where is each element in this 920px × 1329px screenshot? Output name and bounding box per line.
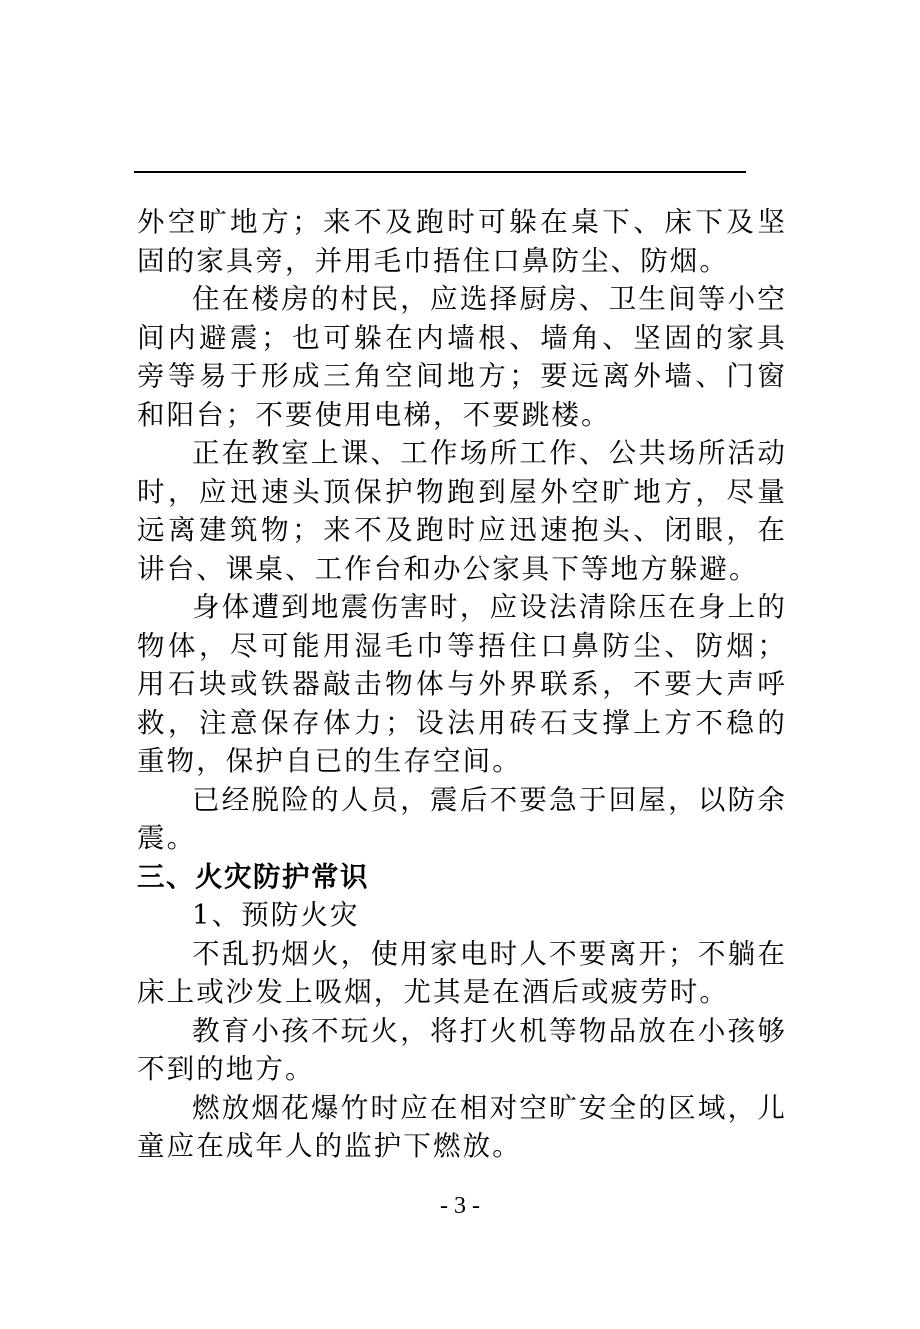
paragraph-smoking: 不乱扔烟火，使用家电时人不要离开；不躺在床上或沙发上吸烟，尤其是在酒后或疲劳时。	[137, 937, 787, 1008]
paragraph-classroom-workplace: 正在教室上课、工作场所工作、公共场所活动时，应迅速头顶保护物跑到屋外空旷地方，尽量远离建筑物；来不及跑时应迅速抱头、闭眼，在讲台、课桌、工作台和办公家具下等地方躲避。	[137, 437, 787, 585]
paragraph-fireworks: 燃放烟花爆竹时应在相对空旷安全的区域，儿童应在成年人的监护下燃放。	[137, 1091, 787, 1162]
page-number: - 3 -	[440, 1193, 480, 1219]
paragraph-escaped: 已经脱险的人员，震后不要急于回屋，以防余震。	[137, 783, 787, 854]
paragraph-children: 教育小孩不玩火，将打火机等物品放在小孩够不到的地方。	[137, 1014, 787, 1085]
paragraph-injured: 身体遭到地震伤害时，应设法清除压在身上的物体，尽可能用湿毛巾等捂住口鼻防尘、防烟；用石块或铁器敲击物体与外界联系，不要大声呼救，注意保存体力；设法用砖石支撑上方不稳的重物，保护自已的生存空间。	[137, 591, 787, 777]
section-heading-fire: 三、火灾防护常识	[137, 860, 369, 893]
paragraph-continuation: 外空旷地方；来不及跑时可躲在桌下、床下及坚固的家具旁，并用毛巾捂住口鼻防尘、防烟。	[137, 206, 787, 277]
subheading-fire-prevention: 1、预防火灾	[192, 899, 360, 931]
paragraph-building-residents: 住在楼房的村民，应选择厨房、卫生间等小空间内避震；也可躲在内墙根、墙角、坚固的家具旁等易于形成三角空间地方；要远离外墙、门窗和阳台；不要使用电梯，不要跳楼。	[137, 283, 787, 431]
page-body	[137, 203, 787, 1166]
header-rule	[134, 171, 746, 173]
